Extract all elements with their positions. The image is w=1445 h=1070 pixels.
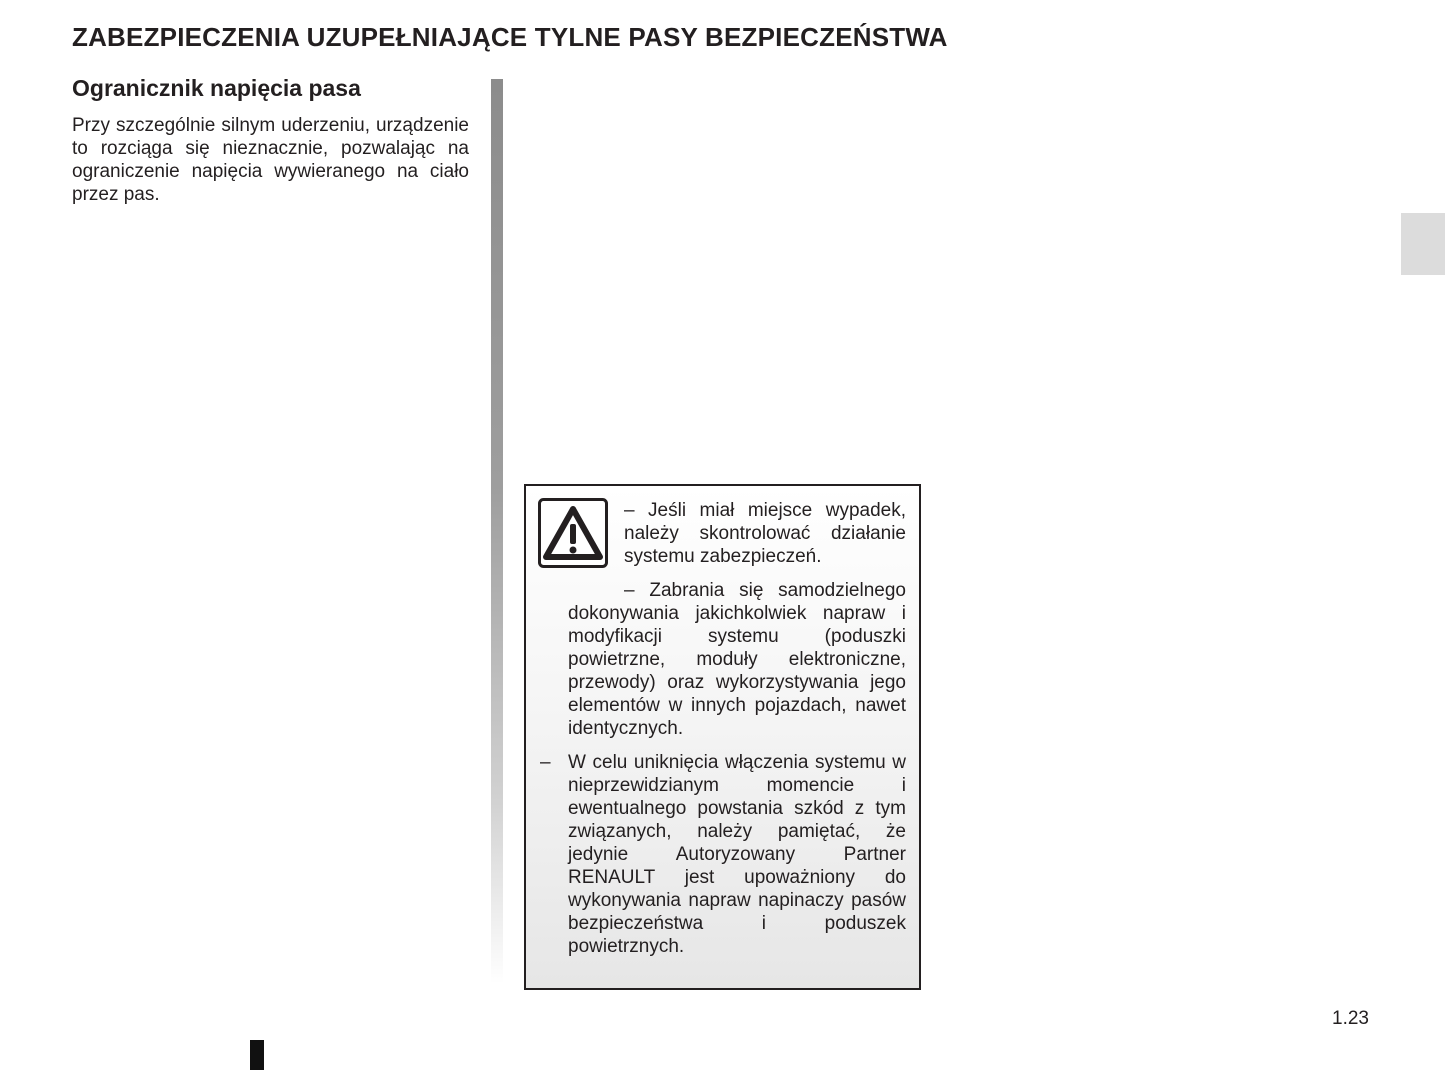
warning-triangle-icon — [538, 498, 608, 568]
chapter-side-tab — [1401, 213, 1445, 275]
warning-item-accident-check: – Jeśli miał miejsce wypadek, należy skontrolować działanie systemu zabezpieczeń. — [624, 500, 906, 567]
column-divider-bar — [491, 79, 503, 984]
warning-item-no-self-repair: – Zabrania się samodzielnego dokonywania jakichkolwiek napraw i modyfikacji systemu (poduszki powietrzne, moduły elektroniczne, przewody) oraz wykorzystywania jego elementów w innych pojazdach, nawet identycznych. — [568, 580, 906, 739]
section-heading: Ogranicznik napięcia pasa — [72, 75, 361, 101]
page-number: 1.23 — [1332, 1008, 1369, 1029]
warning-item-bullet-dash: – — [540, 752, 551, 773]
page-title: ZABEZPIECZENIA UZUPEŁNIAJĄCE TYLNE PASY BEZPIECZEŃSTWA — [72, 22, 948, 52]
warning-item-authorized-partner: W celu uniknięcia włączenia systemu w nieprzewidzianym momencie i ewentualnego powstania szkód z tym związanych, należy pamiętać, że jedynie Autoryzowany Partner RENAULT jest upoważniony do wykonywania napraw napinaczy pasów bezpieczeństwa i poduszek powietrznych. — [568, 752, 906, 957]
warning-box — [524, 484, 921, 990]
print-crop-mark — [250, 1040, 264, 1070]
section-body-text: Przy szczególnie silnym uderzeniu, urządzenie to rozciąga się nieznacznie, pozwalając na ograniczenie napięcia wywieranego na ciało przez pas. — [72, 115, 469, 205]
